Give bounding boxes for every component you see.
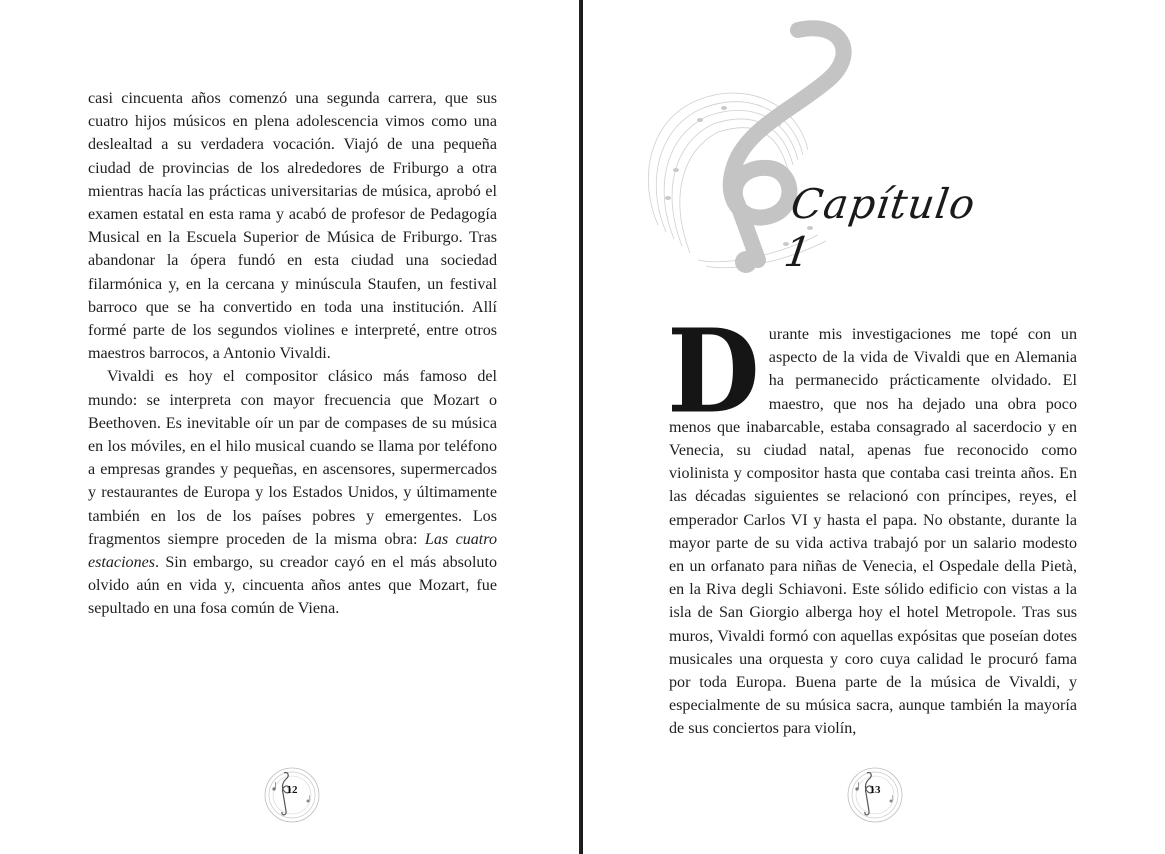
- work-title: Las cuatro estaciones: [88, 530, 497, 572]
- page-number-ornament: [262, 765, 322, 825]
- paragraph-text: urante mis investigaciones me topé con un aspecto de la vida de Vivaldi que en Alemania ha permanecido prácticamente olvidado. El maestro, que nos ha dejado una obra poco menos que inabarcable, estaba consagrado al sacerdocio y en Venecia, su ciudad natal, apenas fue reconocido como violinista y compositor hasta que contaba casi treinta años. En las décadas siguientes se relacionó con príncipes, reyes, el emperador Carlos VI y hasta el papa. No obstante, durante la mayor parte de su vida activa trabajó por un salario modesto en un orfanato para niñas de Venecia, el Ospedale della Pietà, en la Riva degli Schiavoni. Este sólido edificio con vistas a la isla de San Giorgio alberga hoy el hotel Metropole. Tras sus muros, Vivaldi formó con aquellas expósitas que poseían dotes musicales una orquesta y coro cuya calidad le procuró fama por toda Europa. Buena parte de la música de Vivaldi, y especialmente de su música sacra, aunque también la mayoría de sus conciertos para violín,: [669, 326, 1077, 738]
- right-page-body: [667, 304, 1077, 741]
- paragraph: [88, 365, 497, 620]
- right-page: [583, 0, 1165, 854]
- chapter-title: Capítulo 1: [781, 180, 979, 276]
- drop-cap: D: [667, 304, 760, 440]
- left-page-body: [88, 87, 497, 621]
- page-number: 13: [869, 784, 881, 796]
- paragraph: [667, 304, 1077, 741]
- paragraph-text: . Sin embargo, su creador cayó en el más absoluto olvido aún en vida y, cincuenta años antes que Mozart, fue sepultado en una fosa común de Viena.: [88, 554, 497, 618]
- left-page: [0, 0, 581, 854]
- paragraph-text: Vivaldi es hoy el compositor clásico más famoso del mundo: se interpreta con mayor frecuencia que Mozart o Beethoven. Es inevitable oír un par de compases de su música en los móviles, en el hilo musical cuando se llama por teléfono a empresas grandes y pequeñas, en ascensores, supermercados y restaurantes de Europa y los Estados Unidos, y últimamente también en los de los países pobres y emergentes. Los fragmentos siempre proceden de la misma obra:: [88, 368, 497, 548]
- paragraph: casi cincuenta años comenzó una segunda carrera, que sus cuatro hijos músicos en plena adolescencia vimos como una deslealtad a su verdadera vocación. Viajó de una pequeña ciudad de provincias de los alrededores de Friburgo a otra mientras hacía las prácticas universitarias de música, aprobó el examen estatal en esta rama y acabó de profesor de Pedagogía Musical en la Escuela Superior de Música de Friburgo. Tras abandonar la ópera fundó en esta ciudad una sociedad filarmónica y, en la cercana y minúscula Staufen, un festival barroco que se ha convertido en toda una institución. Allí formé parte de los segundos violines e interpreté, entre otros maestros barrocos, a Antonio Vivaldi.: [88, 90, 497, 363]
- page-number: 12: [286, 784, 298, 796]
- page-number-ornament: [845, 765, 905, 825]
